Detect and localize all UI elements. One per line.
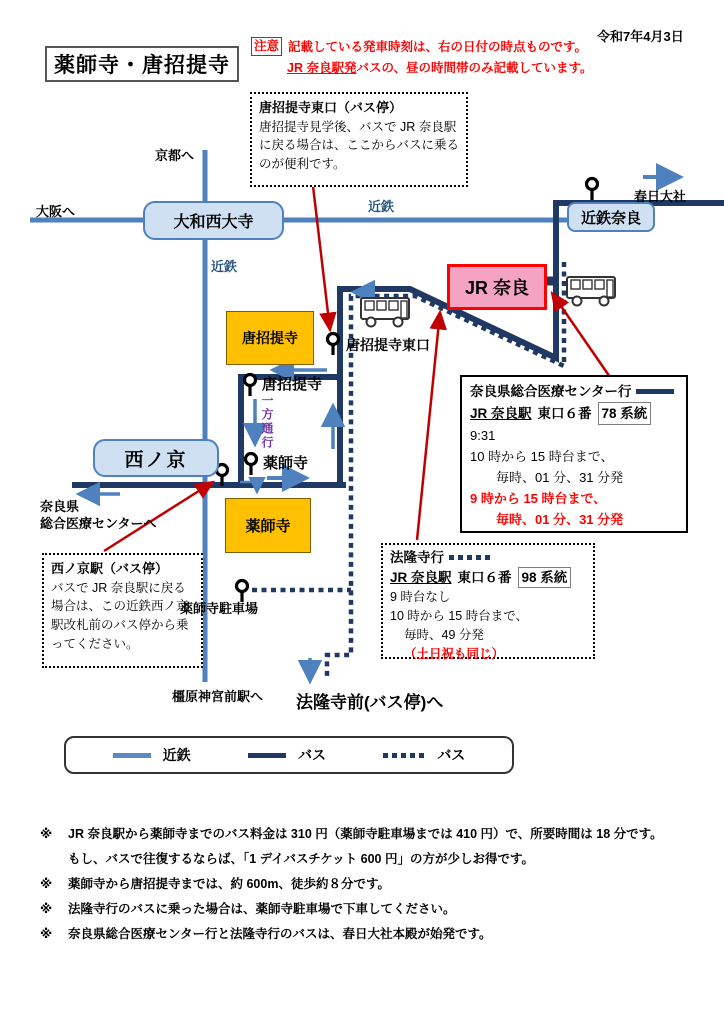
- timetable-stop: JR 奈良駅: [470, 406, 532, 421]
- info-box-body: バスで JR 奈良駅に戻る場合は、この近鉄西ノ京駅改札前のバス停から乗ってください。: [51, 580, 189, 651]
- note-text: 法隆寺行のバスに乗った場合は、薬師寺駐車場で下車してください。: [68, 902, 456, 916]
- dotted-line-swatch: [449, 555, 491, 560]
- notice-line2-underlined: JR 奈良駅発: [287, 61, 357, 75]
- note-mark: ※: [40, 877, 53, 891]
- date-label: 令和7年4月3日: [597, 29, 684, 44]
- notice-tag: 注意: [251, 37, 282, 56]
- bus-stop-icon-yakushiji: [246, 454, 257, 476]
- stop-label-yakushiji: 薬師寺: [263, 455, 309, 472]
- bus-solid-swatch: [248, 753, 286, 758]
- timetable-line: 10 時から 15 時台まで、: [470, 449, 614, 464]
- timetable-line-red: （土日祝も同じ）: [404, 647, 505, 661]
- stop-label-yakushiji-parking: 薬師寺駐車場: [180, 601, 259, 616]
- label-to-kashihara: 橿原神宮前駅へ: [172, 689, 264, 704]
- stop-label-toshodaiji-higashiguchi: 唐招提寺東口: [346, 337, 430, 353]
- bus-stop-icon-kasuga: [587, 179, 598, 201]
- bus-stop-icon-toshodaiji: [245, 375, 256, 397]
- label-kintetsu-horizontal: 近鉄: [368, 199, 395, 214]
- legend: [64, 736, 514, 774]
- temple-yakushiji: 薬師寺: [225, 498, 311, 553]
- timetable-route-number: 98 系統: [518, 567, 572, 588]
- label-kasuga-taisha: 春日大社: [634, 189, 687, 204]
- note-item: [40, 897, 708, 922]
- bus-dotted-swatch: [383, 753, 425, 758]
- station-kintetsu-nara: 近鉄奈良: [567, 202, 655, 232]
- timetable-gate: 東口６番: [537, 406, 592, 421]
- footnotes: [40, 822, 708, 947]
- kintetsu-line-swatch: [113, 753, 151, 758]
- red-arrow-higashiguchi: [313, 186, 330, 330]
- timetable-stop: JR 奈良駅: [390, 570, 452, 585]
- note-mark: ※: [40, 927, 53, 941]
- station-nishinokyo: 西ノ京: [93, 439, 219, 477]
- timetable-line-red: 9 時から 15 時台まで、: [470, 491, 607, 506]
- label-to-osaka: 大阪へ: [36, 204, 76, 219]
- page-title: 薬師寺・唐招提寺: [45, 46, 239, 82]
- stop-label-toshodaiji: 唐招提寺: [262, 376, 323, 393]
- legend-label: バス: [297, 747, 326, 763]
- legend-label: バス: [437, 747, 466, 763]
- label-to-medical-center-line2: 総合医療センターへ: [40, 516, 157, 531]
- bus-icon-left: [361, 298, 409, 327]
- note-text: JR 奈良駅から薬師寺までのバス料金は 310 円（薬師寺駐車場までは 410 円）で、所要時間は 18 分です。: [68, 827, 663, 841]
- legend-item-bus-dotted: [383, 745, 465, 765]
- timetable-destination: 奈良県総合医療センター行: [470, 384, 632, 399]
- bus-stop-icon-toshodaiji-higashiguchi: [328, 334, 339, 356]
- label-kintetsu-vertical: 近鉄: [211, 259, 238, 274]
- timetable-line: 10 時から 15 時台まで、: [390, 609, 528, 623]
- notice-line1: 記載している発車時刻は、右の日付の時点ものです。: [288, 40, 588, 54]
- info-box-nishinokyo: [42, 553, 203, 668]
- note-mark: ※: [40, 827, 53, 841]
- solid-line-swatch: [636, 389, 674, 394]
- legend-item-kintetsu: [113, 745, 191, 765]
- notice-box: [251, 37, 592, 79]
- note-text: もし、バスで往復するならば、「1 デイバスチケット 600 円」の方が少しお得です。: [68, 852, 534, 866]
- station-jr-nara: JR 奈良: [447, 264, 547, 310]
- timetable-first-departure: 9:31: [470, 428, 496, 443]
- timetable-route-number: 78 系統: [598, 402, 652, 425]
- label-to-medical-center-line1: 奈良県: [40, 499, 80, 514]
- bus-icon-right: [567, 277, 615, 306]
- note-item: [40, 822, 708, 872]
- note-item: [40, 872, 708, 897]
- legend-label: 近鉄: [162, 747, 191, 763]
- timetable-line: 9 時台なし: [390, 590, 451, 604]
- temple-toshodaiji: 唐招提寺: [226, 311, 314, 365]
- note-item: [40, 922, 708, 947]
- note-mark: ※: [40, 902, 53, 916]
- timetable-line: 毎時、49 分発: [404, 628, 484, 642]
- info-box-title: 唐招提寺東口（バス停）: [259, 100, 403, 115]
- timetable-horyuji: [381, 543, 595, 659]
- note-text: 奈良県総合医療センター行と法隆寺行のバスは、春日大社本殿が始発です。: [68, 927, 492, 941]
- info-box-toshodaiji-higashiguchi: [250, 92, 468, 187]
- notice-line2-rest: バスの、昼の時間帯のみ記載しています。: [356, 61, 593, 75]
- one-way-label: 一方通行: [260, 394, 274, 450]
- timetable-gate: 東口６番: [457, 570, 512, 585]
- info-box-title: 西ノ京駅（バス停）: [51, 561, 169, 576]
- legend-item-bus-solid: [248, 745, 326, 765]
- timetable-destination: 法隆寺行: [390, 550, 444, 565]
- label-to-kyoto: 京都へ: [155, 148, 195, 163]
- label-to-medical-center: [40, 498, 156, 532]
- timetable-medical-center: [460, 375, 688, 533]
- station-yamato-saidaiji: 大和西大寺: [143, 201, 284, 240]
- timetable-line: 毎時、01 分、31 分発: [496, 470, 624, 485]
- info-box-body: 唐招提寺見学後、バスで JR 奈良駅に戻る場合は、ここからバスに乗るのが便利です。: [259, 119, 460, 171]
- label-to-horyuji-mae: 法隆寺前(バス停)へ: [296, 693, 444, 712]
- note-text: 薬師寺から唐招提寺までは、約 600m、徒歩約８分です。: [68, 877, 390, 891]
- timetable-line-red: 毎時、01 分、31 分発: [496, 512, 624, 527]
